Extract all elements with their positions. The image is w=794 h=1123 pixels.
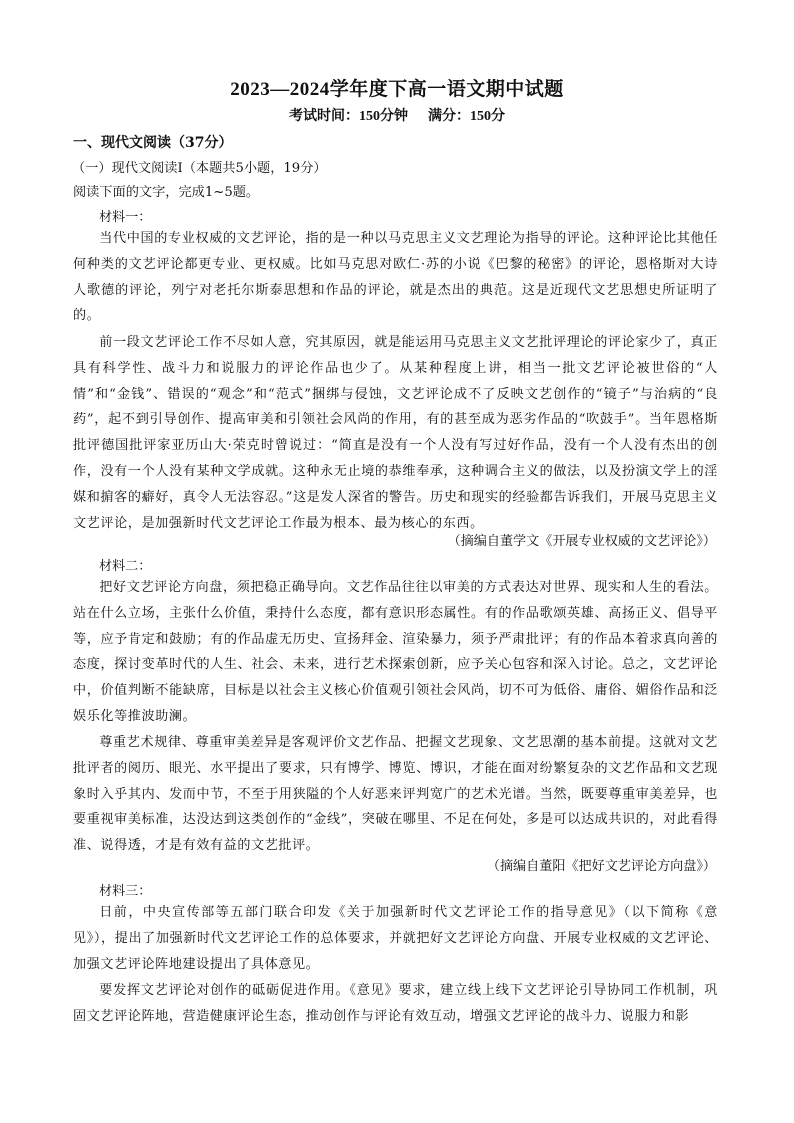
material2-paragraph2: 尊重艺术规律、尊重审美差异是客观评价文艺作品、把握文艺现象、文艺思潮的基本前提。这就对文艺批评者的阅历、眼光、水平提出了要求，只有博学、博览、博识，才能在面对纷繁复杂的文艺作品和文艺现象时入乎其内、发而中节，不至于用狭隘的个人好恶来评判宽广的艺术光谱。当然，既要尊重审美差异，也要重视审美标准，达没达到这类创作的“金线”，突破在哪里、不足在何处，多是可以达成共识的，对此看得准、说得透，才是有效有益的文艺批评。 xyxy=(73,735,718,854)
subsection-heading: （一）现代文阅读Ⅰ（本题共5小题，19分） xyxy=(72,161,327,176)
material1-label: 材料一： xyxy=(99,210,152,225)
material3-paragraph1: 日前，中央宣传部等五部门联合印发《关于加强新时代文艺评论工作的指导意见》（以下简称《意见》），提出了加强新时代文艺评论工作的总体要求，并就把好文艺评论方向盘、开展专业权威的文艺评论、加强文艺评论阵地建设提出了具体意见。 xyxy=(73,905,718,972)
material2-source: （摘编自董阳《把好文艺评论方向盘》） xyxy=(486,859,716,874)
material2-paragraph1: 把好文艺评论方向盘，须把稳正确导向。文艺作品往往以审美的方式表达对世界、现实和人生的看法。站在什么立场，主张什么价值，秉持什么态度，都有意识形态属性。有的作品歌颂英雄、高扬正义、倡导平等，应予肯定和鼓励；有的作品虚无历史、宣扬拜金、渲染暴力，须予严肃批评；有的作品本着求真向善的态度，探讨变革时代的人生、社会、未来，进行艺术探索创新，应予关心包容和深入讨论。总之，文艺评论中，价值判断不能缺席，目标是以社会主义核心价值观引领社会风尚，切不可为低俗、庸俗、媚俗作品和泛娱乐化等推波助澜。 xyxy=(73,580,718,724)
material2-label: 材料二： xyxy=(99,559,152,574)
reading-instruction: 阅读下面的文字，完成1~5题。 xyxy=(73,185,260,200)
material3-paragraph2: 要发挥文艺评论对创作的砥砺促进作用。《意见》要求，建立线上线下文艺评论引导协同工作机制，巩固文艺评论阵地，营造健康评论生态，推动创作与评论有效互动，增强文艺评论的战斗力、说服力和影 xyxy=(73,983,718,1024)
material3-label: 材料三： xyxy=(99,884,152,899)
exam-score: 满分：150分 xyxy=(428,109,505,124)
exam-title: 2023—2024学年度下高一语文期中试题 xyxy=(230,79,564,100)
exam-info xyxy=(0,105,794,125)
material1-paragraph2: 前一段文艺评论工作不尽如人意，究其原因，就是能运用马克思主义文艺批评理论的评论家少了，真正具有科学性、战斗力和说服力的评论作品也少了。从某种程度上讲，相当一批文艺评论被世俗的“人情”和“金钱”、错误的“观念”和“范式”捆绑与侵蚀，文艺评论成不了反映文艺创作的“镜子”与治病的“良药”，起不到引导创作、提高审美和引领社会风尚的作用，有的甚至成为恶劣作品的“吹鼓手”。当年恩格斯批评德国批评家亚历山大·荣克时曾说过：“简直是没有一个人没有写过好作品，没有一个人没有杰出的创作，没有一个人没有某种文学成就。这种永无止境的恭维奉承，这种调合主义的做法，以及扮演文学上的淫媒和掮客的癖好，真令人无法容忍。”这是发人深省的警告。历史和现实的经验都告诉我们，开展马克思主义文艺评论，是加强新时代文艺评论工作最为根本、最为核心的东西。 xyxy=(73,335,718,531)
material1-paragraph1: 当代中国的专业权威的文艺评论，指的是一种以马克思主义文艺理论为指导的评论。这种评论比其他任何种类的文艺评论都更专业、更权威。比如马克思对欧仁·苏的小说《巴黎的秘密》的评论，恩格斯对大诗人歌德的评论，列宁对老托尔斯泰思想和作品的评论，就是杰出的典范。这是近现代文艺思想史所证明了的。 xyxy=(73,231,718,324)
material1-source: （摘编自董学文《开展专业权威的文艺评论》） xyxy=(447,534,716,549)
exam-time: 考试时间：150分钟 xyxy=(289,109,408,124)
section-heading: 一、现代文阅读（37分） xyxy=(73,135,233,151)
